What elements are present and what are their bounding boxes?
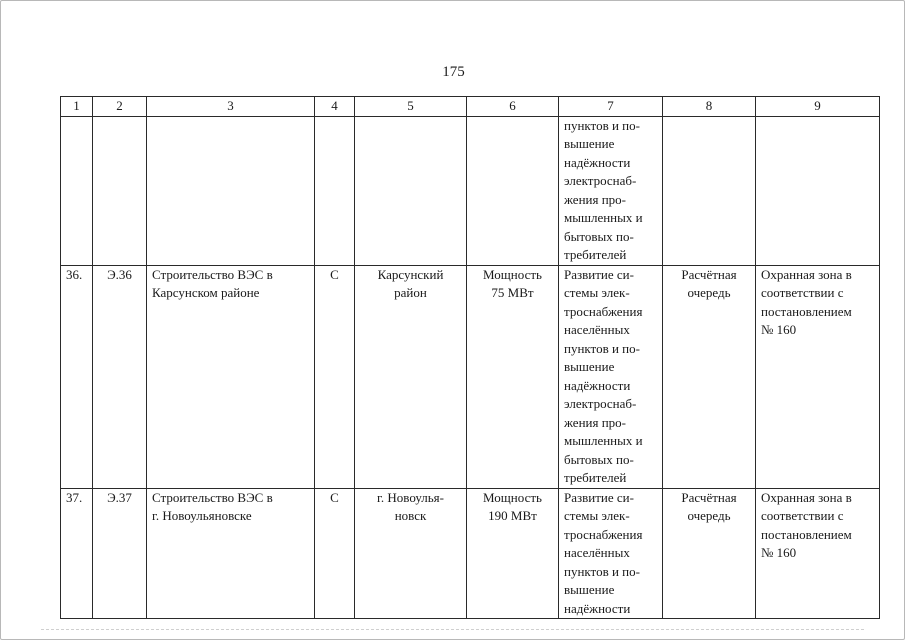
cell-location [355, 116, 467, 265]
table-row [61, 265, 880, 488]
objects-table [60, 96, 880, 619]
cell-zone [756, 116, 880, 265]
cell-name: Строительство ВЭС в г. Новоульяновске [147, 488, 315, 619]
cell-capacity: Мощность 190 МВт [467, 488, 559, 619]
cell-capacity: Мощность 75 МВт [467, 265, 559, 488]
column-header: 2 [93, 97, 147, 117]
cell-queue [663, 116, 756, 265]
cell-number: 37. [61, 488, 93, 619]
cell-type: С [315, 488, 355, 619]
column-header: 5 [355, 97, 467, 117]
cell-zone: Охранная зона в соответствии с постановлением № 160 [756, 488, 880, 619]
cell-location: Карсунский район [355, 265, 467, 488]
column-header: 4 [315, 97, 355, 117]
cell-number [61, 116, 93, 265]
cell-type: С [315, 265, 355, 488]
cell-name: Строительство ВЭС в Карсунском районе [147, 265, 315, 488]
column-header: 3 [147, 97, 315, 117]
cell-purpose: Развитие си- стемы элек- троснабжения населённых пунктов и по- вышение надёжности [559, 488, 663, 619]
page-number: 175 [442, 64, 465, 80]
cell-code [93, 116, 147, 265]
table-row [61, 488, 880, 619]
cell-name [147, 116, 315, 265]
cell-type [315, 116, 355, 265]
cell-queue: Расчётная очередь [663, 265, 756, 488]
column-header: 8 [663, 97, 756, 117]
column-header: 6 [467, 97, 559, 117]
cell-number: 36. [61, 265, 93, 488]
cell-capacity [467, 116, 559, 265]
column-header: 7 [559, 97, 663, 117]
page-bottom-edge [41, 629, 864, 630]
cell-purpose: Развитие си- стемы элек- троснабжения населённых пунктов и по- вышение надёжности электроснаб- жения про- мышленных и бытовых по- требителей [559, 265, 663, 488]
cell-queue: Расчётная очередь [663, 488, 756, 619]
table-row [61, 116, 880, 265]
cell-code: Э.36 [93, 265, 147, 488]
cell-zone: Охранная зона в соответствии с постановлением № 160 [756, 265, 880, 488]
cell-purpose: пунктов и по- вышение надёжности электроснаб- жения про- мышленных и бытовых по- требителей [559, 116, 663, 265]
cell-code: Э.37 [93, 488, 147, 619]
cell-location: г. Новоулья- новск [355, 488, 467, 619]
column-header: 9 [756, 97, 880, 117]
table-header-row [61, 97, 880, 117]
column-header: 1 [61, 97, 93, 117]
